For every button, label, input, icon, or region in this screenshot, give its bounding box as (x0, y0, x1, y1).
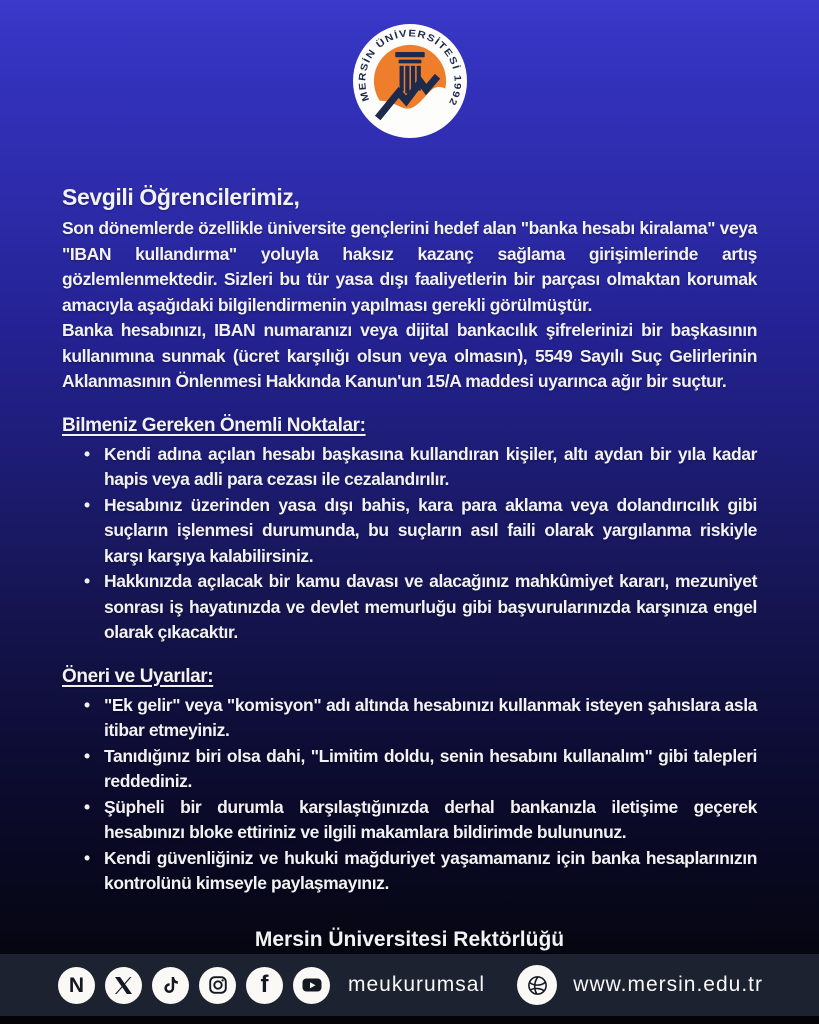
bullet-list-important-points (62, 442, 757, 646)
law-paragraph: Banka hesabınızı, IBAN numaranızı veya dijital bankacılık şifrelerinizi bir başkasının kullanımına sunmak (ücret karşılığı olsun veya olmasın), 5549 Sayılı Suç Gelirlerinin Aklanmasının Önlenmesi Hakkında Kanun'un 15/A maddesi uyarınca ağır bir suçtur. (62, 320, 757, 391)
letter-body (62, 182, 757, 952)
salutation: Sevgili Öğrencilerimiz, (62, 184, 300, 210)
website-url[interactable]: www.mersin.edu.tr (573, 973, 763, 996)
bullet-item: • Kendi adına açılan hesabı başkasına kullandıran kişiler, altı aydan bir yıla kadar hapis veya adli para cezası ile cezalandırılır. (82, 442, 757, 493)
university-logo-emblem (353, 24, 467, 138)
bullet-list-advice-warnings (62, 693, 757, 897)
instagram-icon[interactable] (199, 967, 236, 1004)
bullet-item: • Hakkınızda açılacak bir kamu davası ve alacağınız mahkûmiyet kararı, mezuniyet sonrası iş hayatınızda ve devlet memurluğu gibi başvurularınızda karşınıza engel olarak çıkacaktır. (82, 569, 757, 646)
bullet-item: • Tanıdığınız biri olsa dahi, "Limitim doldu, senin hesabını kullanalım" gibi talepleri reddediniz. (82, 744, 757, 795)
university-logo (0, 0, 819, 138)
social-handle[interactable]: meukurumsal (348, 973, 486, 996)
bottom-strip (0, 1016, 819, 1024)
bullet-item: • Şüpheli bir durumla karşılaştığınızda derhal bankanızla iletişime geçerek hesabınızı bloke ettiriniz ve ilgili makamlara bildirimde bulununuz. (82, 795, 757, 846)
footer-website-group (517, 965, 763, 1005)
n-social-icon[interactable]: N (58, 967, 95, 1004)
bullet-item: • Kendi güvenliğiniz ve hukuki mağduriyet yaşamamanız için banka hesaplarınızın kontrolünü kimseyle paylaşmayınız. (82, 846, 757, 897)
bullet-item: • Hesabınız üzerinden yasa dışı bahis, kara para aklama veya dolandırıcılık gibi suçların işlenmesi durumunda, bu suçların asıl faili olarak yargılanma riskiyle karşı karşıya kalabilirsiniz. (82, 493, 757, 570)
footer-social-group (58, 967, 485, 1004)
section-heading-advice-warnings: Öneri ve Uyarılar: (62, 665, 214, 687)
globe-icon[interactable] (517, 965, 557, 1005)
logo-arc-text: MERSİN ÜNİVERSİTESİ 1992 (356, 28, 463, 107)
intro-paragraph: Son dönemlerde özellikle üniversite gençlerini hedef alan "banka hesabı kiralama" veya "IBAN kullandırma" yoluyla haksız kazanç sağlama girişimlerinde artış gözlemlenmektedir. Sizleri bu tür yasa dışı faaliyetlerin bir parçası olmaktan korumak amacıyla aşağıdaki bilgilendirmenin yapılması gerekli görülmüştür. (62, 218, 757, 315)
bullet-item: • "Ek gelir" veya "komisyon" adı altında hesabınızı kullanmak isteyen şahıslara asla itibar etmeyiniz. (82, 693, 757, 744)
facebook-icon[interactable]: f (246, 967, 283, 1004)
signature: Mersin Üniversitesi Rektörlüğü (254, 927, 565, 951)
x-twitter-icon[interactable] (105, 967, 142, 1004)
tiktok-icon[interactable] (152, 967, 189, 1004)
section-heading-important-points: Bilmeniz Gereken Önemli Noktalar: (62, 414, 366, 436)
youtube-icon[interactable] (293, 967, 330, 1004)
footer-bar (0, 954, 819, 1016)
